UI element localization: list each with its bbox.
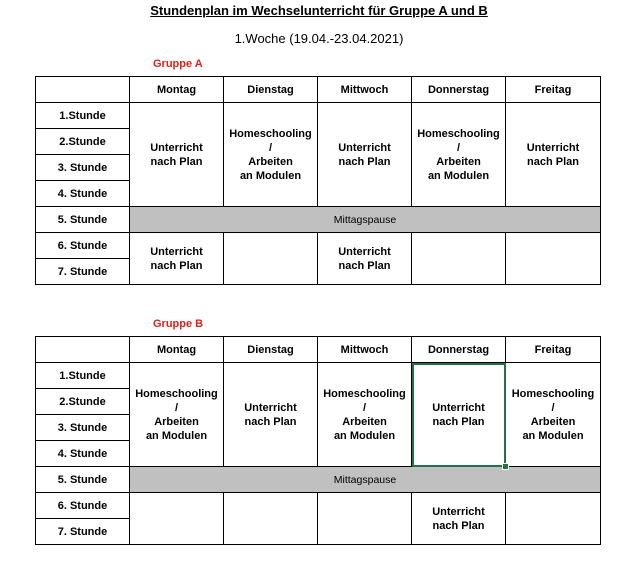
cell-dienstag-afternoon[interactable]	[224, 233, 318, 285]
hour-label-1[interactable]: 1.Stunde	[36, 363, 130, 389]
cell-text-line: Arbeiten	[436, 155, 481, 168]
hour-label-1[interactable]: 1.Stunde	[36, 103, 130, 129]
hour-label-4[interactable]: 4. Stunde	[36, 441, 130, 467]
hour-label-2[interactable]: 2.Stunde	[36, 129, 130, 155]
cell-donnerstag-afternoon[interactable]	[412, 493, 506, 545]
cell-text-line: Unterricht	[338, 141, 391, 154]
header-day-dienstag[interactable]: Dienstag	[224, 337, 318, 363]
header-day-donnerstag[interactable]: Donnerstag	[412, 77, 506, 103]
cell-mittwoch-morning[interactable]	[318, 103, 412, 207]
fill-handle[interactable]	[502, 463, 509, 470]
schedule-table-group-b	[35, 336, 601, 545]
cell-text-line: /	[551, 401, 555, 414]
header-day-donnerstag[interactable]: Donnerstag	[412, 337, 506, 363]
header-day-mittwoch[interactable]: Mittwoch	[318, 337, 412, 363]
cell-text-line: nach Plan	[432, 519, 485, 532]
cell-freitag-afternoon[interactable]	[506, 233, 601, 285]
cell-text-line: Homeschooling	[135, 387, 218, 400]
schedule-table-group-a	[35, 76, 601, 285]
cell-montag-morning[interactable]	[130, 363, 224, 467]
cell-text-line: Unterricht	[338, 245, 391, 258]
cell-text-line: Homeschooling	[417, 127, 500, 140]
cell-mittwoch-afternoon[interactable]	[318, 493, 412, 545]
document-title: Stundenplan im Wechselunterricht für Gruppe A und B	[150, 3, 488, 18]
cell-text-line: an Modulen	[333, 429, 396, 442]
cell-text-line: nach Plan	[338, 155, 391, 168]
cell-text-line: an Modulen	[522, 429, 584, 442]
cell-text-line: Unterricht	[150, 141, 203, 154]
cell-text-line: /	[456, 141, 461, 154]
cell-dienstag-afternoon[interactable]	[224, 493, 318, 545]
header-corner-cell[interactable]	[36, 77, 130, 103]
hour-label-6[interactable]: 6. Stunde	[36, 493, 130, 519]
group-a-label: Gruppe A	[153, 58, 203, 70]
cell-text-line: Arbeiten	[342, 415, 387, 428]
cell-text-line: Unterricht	[432, 505, 485, 518]
cell-text-line: nach Plan	[338, 259, 391, 272]
cell-montag-morning[interactable]	[130, 103, 224, 207]
cell-text-line: /	[174, 401, 179, 414]
cell-text-line: an Modulen	[145, 429, 208, 442]
hour-label-5[interactable]: 5. Stunde	[36, 207, 130, 233]
cell-montag-afternoon[interactable]	[130, 493, 224, 545]
cell-text-line: Unterricht	[526, 141, 580, 154]
hour-label-6[interactable]: 6. Stunde	[36, 233, 130, 259]
header-day-montag[interactable]: Montag	[130, 77, 224, 103]
hour-label-7[interactable]: 7. Stunde	[36, 259, 130, 285]
cell-mittwoch-morning[interactable]	[318, 363, 412, 467]
lunch-break-cell[interactable]: Mittagspause	[130, 467, 601, 493]
cell-text-line: Unterricht	[244, 401, 297, 414]
group-b-label: Gruppe B	[153, 318, 204, 330]
header-day-freitag[interactable]: Freitag	[506, 337, 601, 363]
cell-mittwoch-afternoon[interactable]	[318, 233, 412, 285]
cell-text-line: an Modulen	[427, 169, 490, 182]
cell-text-line: Arbeiten	[248, 155, 293, 168]
hour-label-3[interactable]: 3. Stunde	[36, 415, 130, 441]
header-corner-cell[interactable]	[36, 337, 130, 363]
cell-text-line: Arbeiten	[530, 415, 576, 428]
hour-label-4[interactable]: 4. Stunde	[36, 181, 130, 207]
cell-donnerstag-afternoon[interactable]	[412, 233, 506, 285]
cell-freitag-morning[interactable]	[506, 103, 601, 207]
cell-text-line: Homeschooling	[323, 387, 406, 400]
cell-text-line: nach Plan	[527, 155, 579, 168]
week-subtitle: 1.Woche (19.04.-23.04.2021)	[234, 31, 404, 46]
cell-freitag-afternoon[interactable]	[506, 493, 601, 545]
hour-label-2[interactable]: 2.Stunde	[36, 389, 130, 415]
cell-text-line: Unterricht	[150, 245, 203, 258]
cell-text-line: an Modulen	[239, 169, 302, 182]
cell-donnerstag-morning[interactable]	[412, 363, 506, 467]
lunch-break-cell[interactable]: Mittagspause	[130, 207, 601, 233]
cell-text-line: /	[268, 141, 273, 154]
cell-text-line: /	[362, 401, 367, 414]
cell-text-line: Unterricht	[432, 401, 485, 414]
cell-text-line: nach Plan	[150, 259, 203, 272]
cell-text-line: Homeschooling	[229, 127, 312, 140]
cell-donnerstag-morning[interactable]	[412, 103, 506, 207]
hour-label-7[interactable]: 7. Stunde	[36, 519, 130, 545]
header-day-freitag[interactable]: Freitag	[506, 77, 601, 103]
header-day-montag[interactable]: Montag	[130, 337, 224, 363]
cell-text-line: Arbeiten	[154, 415, 199, 428]
cell-text-line: Homeschooling	[511, 387, 595, 400]
cell-text-line: nach Plan	[244, 415, 297, 428]
cell-montag-afternoon[interactable]	[130, 233, 224, 285]
hour-label-3[interactable]: 3. Stunde	[36, 155, 130, 181]
cell-freitag-morning[interactable]	[506, 363, 601, 467]
header-day-mittwoch[interactable]: Mittwoch	[318, 77, 412, 103]
cell-text-line: nach Plan	[432, 415, 485, 428]
hour-label-5[interactable]: 5. Stunde	[36, 467, 130, 493]
header-day-dienstag[interactable]: Dienstag	[224, 77, 318, 103]
cell-dienstag-morning[interactable]	[224, 103, 318, 207]
cell-dienstag-morning[interactable]	[224, 363, 318, 467]
cell-text-line: nach Plan	[150, 155, 203, 168]
